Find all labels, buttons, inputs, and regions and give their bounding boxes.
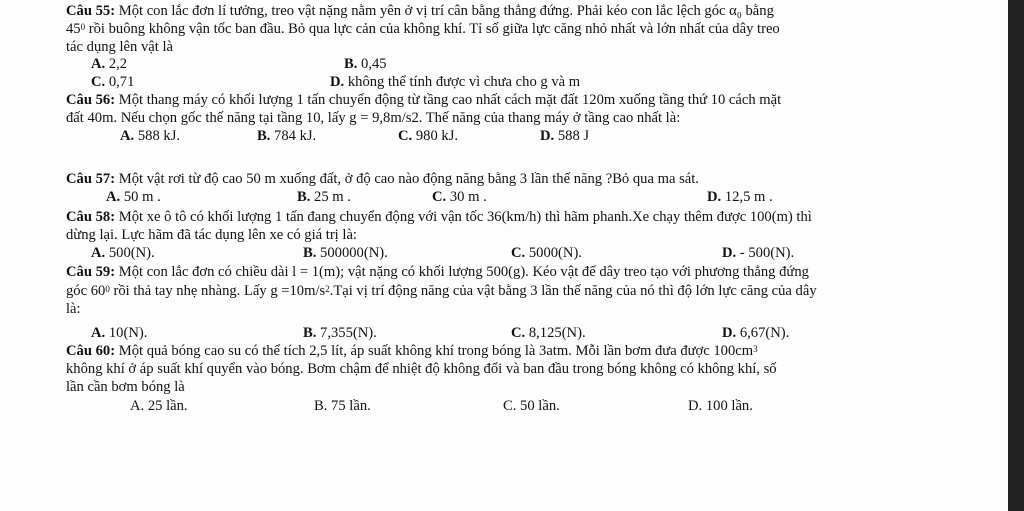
- q60-number: Câu 60:: [66, 343, 116, 359]
- q59-line-2: [66, 282, 817, 300]
- q59-option-c[interactable]: C. 8,125(N).: [511, 325, 586, 341]
- q58-option-c[interactable]: C. 5000(N).: [511, 245, 582, 261]
- q55-text-1: Một con lắc đơn lí tưởng, treo vật nặng nằm yên ở vị trí cân bằng thẳng đứng. Phải kéo con lắc lệch góc α₀ bằng: [118, 3, 774, 19]
- q57-option-a[interactable]: A. 50 m .: [106, 189, 161, 205]
- q60-text-1: Một quả bóng cao su có thể tích 2,5 lít, áp suất không khí trong bóng là 3atm. Mỗi lần bơm đưa được 100cm: [118, 343, 754, 359]
- q60-cube: 3: [753, 344, 758, 354]
- q57-number: Câu 57:: [66, 171, 116, 187]
- q56-line-1: [66, 91, 781, 109]
- q59-option-a[interactable]: A. 10(N).: [91, 325, 148, 341]
- q60-line-1: [66, 342, 758, 360]
- q55-line-2: [66, 20, 780, 38]
- q58-text-2: dừng lại. Lực hãm đã tác dụng lên xe có giá trị là:: [66, 227, 357, 243]
- q56-option-b[interactable]: B. 784 kJ.: [257, 128, 317, 144]
- q60-line-3: [66, 378, 185, 396]
- q59-text-3: là:: [66, 301, 81, 317]
- q55-option-c[interactable]: C. 0,71: [91, 74, 135, 90]
- q59-line-1: [66, 263, 809, 281]
- q58-number: Câu 58:: [66, 209, 116, 225]
- q55-option-d[interactable]: D. không thể tính được vì chưa cho g và m: [330, 74, 581, 90]
- q59-text-2a: rồi thả tay nhẹ nhàng. Lấy g =10m/s: [113, 283, 326, 299]
- q58-text-1: Một xe ô tô có khối lượng 1 tấn đang chuyển động với vận tốc 36(km/h) thì hãm phanh.Xe chạy thêm được 100(m) thì: [118, 209, 812, 225]
- q57-option-c[interactable]: C. 30 m .: [432, 189, 487, 205]
- q55-line-3: [66, 38, 173, 56]
- q60-option-a[interactable]: A. 25 lần.: [130, 398, 188, 414]
- q59-angle: góc 60: [66, 283, 106, 299]
- q60-option-d[interactable]: D. 100 lần.: [688, 398, 753, 414]
- q55-angle-value: 45: [66, 21, 81, 37]
- q60-text-2: không khí ở áp suất khí quyển vào bóng. Bơm chậm để nhiệt độ không đổi và ban đầu trong bóng không có không khí, số: [66, 361, 777, 377]
- q59-option-d[interactable]: D. 6,67(N).: [722, 325, 790, 341]
- q60-line-2: [66, 360, 777, 378]
- q55-text-2: rồi buông không vận tốc ban đầu. Bỏ qua lực cản của không khí. Tỉ số giữa lực căng nhỏ nhất và lớn nhất của dây treo: [88, 21, 780, 37]
- q59-option-b[interactable]: B. 7,355(N).: [303, 325, 377, 341]
- q56-text-1: Một thang máy có khối lượng 1 tấn chuyển động từ tầng cao nhất cách mặt đất 120m xuống tầng thứ 10 cách mặt: [118, 92, 782, 108]
- q59-text-1: Một con lắc đơn có chiều dài l = 1(m); vật nặng có khối lượng 500(g). Kéo vật để dây treo tạo với phương thẳng đứng: [118, 264, 809, 280]
- q59-number: Câu 59:: [66, 264, 116, 280]
- q56-text-2: đất 40m. Nếu chọn gốc thế năng tại tầng 10, lấy g = 9,8m/s2. Thế năng của thang máy ở tầng cao nhất là:: [66, 110, 681, 126]
- q59-text-2b: .Tại vị trí động năng của vật bằng 3 lần thế năng của nó thì độ lớn lực căng của dây: [329, 283, 817, 299]
- q55-number: Câu 55:: [66, 3, 116, 19]
- q60-option-b[interactable]: B. 75 lần.: [314, 398, 371, 414]
- q57-option-b[interactable]: B. 25 m .: [297, 189, 351, 205]
- q56-number: Câu 56:: [66, 92, 116, 108]
- q56-option-d[interactable]: D. 588 J: [540, 128, 590, 144]
- q55-option-b[interactable]: B. 0,45: [344, 56, 387, 72]
- q58-option-d[interactable]: D. - 500(N).: [722, 245, 795, 261]
- q56-line-2: [66, 109, 680, 127]
- q59-line-3: [66, 300, 81, 318]
- q57-text-1: Một vật rơi từ độ cao 50 m xuống đất, ở độ cao nào động năng bằng 3 lần thế năng ?Bỏ qua ma sát.: [118, 171, 699, 187]
- q58-option-b[interactable]: B. 500000(N).: [303, 245, 388, 261]
- q56-option-c[interactable]: C. 980 kJ.: [398, 128, 459, 144]
- q55-line-1: [66, 2, 774, 20]
- q59-square: 2: [325, 284, 330, 294]
- q55-text-3: tác dụng lên vật là: [66, 39, 173, 55]
- q60-text-3: lần cần bơm bóng là: [66, 379, 185, 395]
- q57-line-1: [66, 170, 699, 188]
- q60-option-c[interactable]: C. 50 lần.: [503, 398, 560, 414]
- q58-line-1: [66, 208, 812, 226]
- q58-line-2: [66, 226, 357, 244]
- q57-option-d[interactable]: D. 12,5 m .: [707, 189, 773, 205]
- right-edge-shadow: [1008, 0, 1024, 511]
- q55-angle-degree: 0: [80, 22, 86, 32]
- q55-option-a[interactable]: A. 2,2: [91, 56, 128, 72]
- q56-option-a[interactable]: A. 588 kJ.: [120, 128, 181, 144]
- q59-angle-degree: 0: [105, 284, 110, 294]
- q58-option-a[interactable]: A. 500(N).: [91, 245, 155, 261]
